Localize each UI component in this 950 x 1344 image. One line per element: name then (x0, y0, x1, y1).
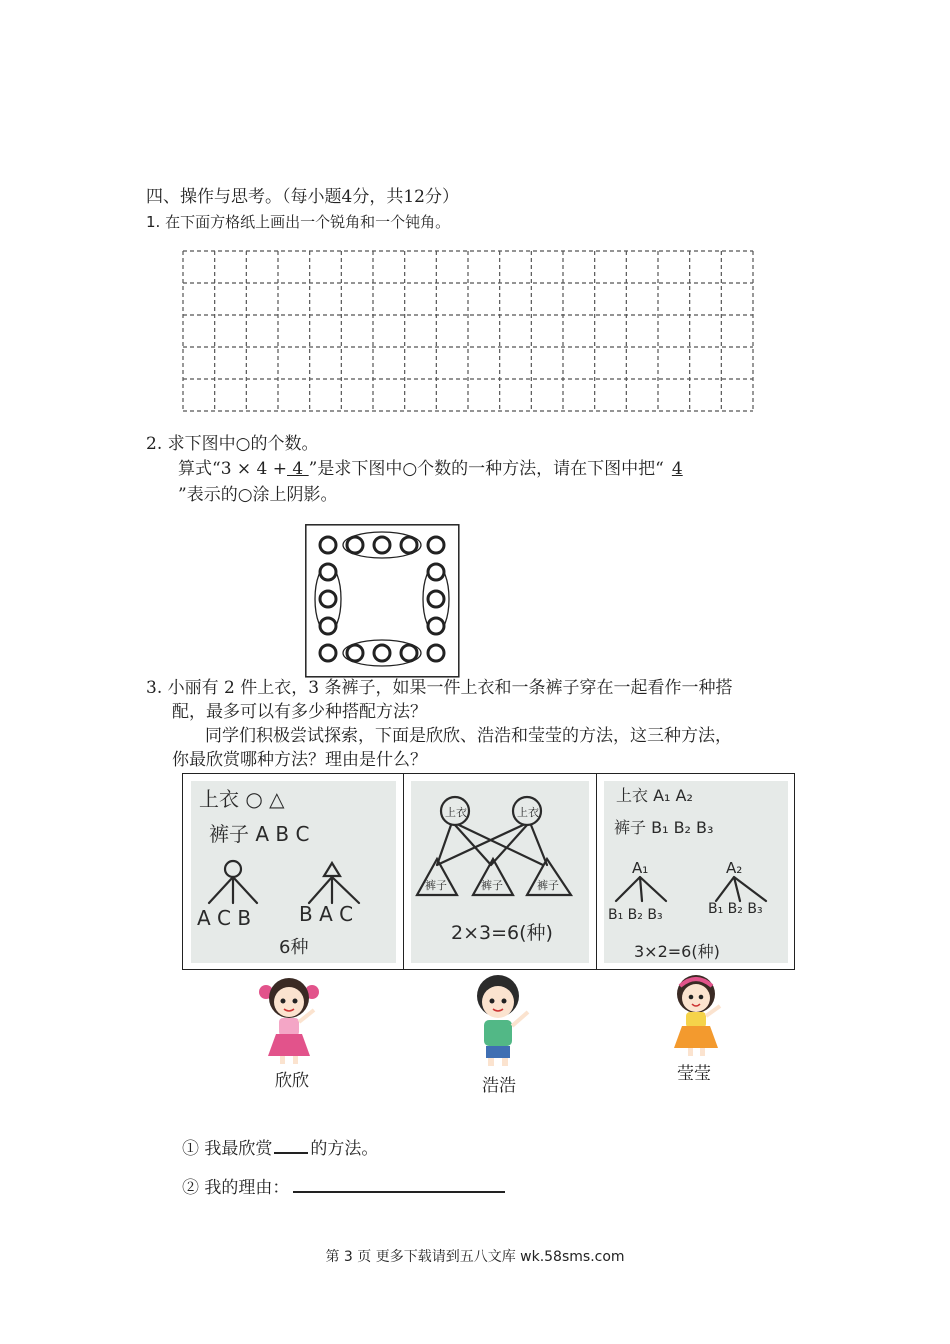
method-1-row1: 上衣 ○ △ (199, 787, 285, 811)
question-3-line2: 配，最多可以有多少种搭配方法？ (172, 702, 427, 722)
method-2-bottom-3: 裤子 (537, 879, 559, 892)
name-haohao: 浩浩 (482, 1076, 516, 1096)
circles-figure[interactable] (305, 524, 460, 678)
figure-circle[interactable] (374, 537, 390, 553)
method-2-top-right: 上衣 (517, 806, 539, 819)
figure-circle[interactable] (347, 645, 363, 661)
answer-2-blank[interactable] (293, 1177, 505, 1193)
method-2-top-left: 上衣 (445, 806, 467, 819)
name-xinxin: 欣欣 (275, 1071, 309, 1091)
figure-circle[interactable] (320, 645, 336, 661)
method-1-leaves-left: A C B (197, 906, 252, 930)
grid-paper[interactable] (182, 250, 754, 412)
answer-2-line (182, 1177, 505, 1197)
question-2-title: 2. 求下图中○的个数。 (146, 434, 319, 454)
formula-text: 算式“3 × 4 + (178, 459, 288, 479)
method-2-bottom-1: 裤子 (425, 879, 447, 892)
answer-1-line (182, 1138, 378, 1158)
question-2-line2: ”表示的○涂上阴影。 (178, 485, 338, 505)
girl-yingying-illustration (660, 970, 734, 1062)
method-3-node-right: A₂ (726, 859, 743, 877)
name-yingying: 莹莹 (677, 1064, 711, 1084)
figure-circle[interactable] (428, 564, 444, 580)
figure-circle[interactable] (320, 591, 336, 607)
method-3-row1: 上衣 A₁ A₂ (616, 786, 693, 805)
answer-2-prefix: ② 我的理由： (182, 1178, 290, 1198)
method-2-bottom-2: 裤子 (481, 879, 503, 892)
figure-circle[interactable] (428, 591, 444, 607)
figure-circle[interactable] (401, 537, 417, 553)
method-1-photo (191, 781, 396, 963)
answer-1-suffix: 的方法。 (310, 1139, 379, 1159)
figure-circle[interactable] (320, 537, 336, 553)
method-3-photo (604, 781, 788, 963)
question-3-line4: 你最欣赏哪种方法？理由是什么？ (172, 750, 427, 770)
method-2-result: 2×3=6(种) (451, 922, 553, 944)
section-title: 四、操作与思考。（每小题4分，共12分） (146, 187, 459, 207)
figure-circle[interactable] (320, 618, 336, 634)
figure-circle[interactable] (320, 564, 336, 580)
figure-circle[interactable] (401, 645, 417, 661)
answer-1-prefix: ① 我最欣赏 (182, 1139, 273, 1159)
method-2-photo (411, 781, 589, 963)
boy-haohao-illustration (460, 968, 540, 1070)
figure-circle[interactable] (428, 537, 444, 553)
figure-circle[interactable] (428, 618, 444, 634)
question-3-line1: 3. 小丽有 2 件上衣，3 条裤子，如果一件上衣和一条裤子穿在一起看作一种搭 (146, 678, 733, 698)
figure-circle[interactable] (428, 645, 444, 661)
method-3-row2: 裤子 B₁ B₂ B₃ (614, 818, 714, 837)
question-3-line3: 同学们积极尝试探索，下面是欣欣、浩浩和莹莹的方法，这三种方法， (205, 726, 732, 746)
formula-desc: ”是求下图中○个数的一种方法，请在下图中把“ (308, 459, 664, 479)
question-1-text: 1. 在下面方格纸上画出一个锐角和一个钝角。 (146, 213, 451, 231)
method-3-leaves-left: B₁ B₂ B₃ (608, 907, 663, 923)
method-3-node-left: A₁ (632, 859, 649, 877)
girl-xinxin-illustration (252, 970, 332, 1070)
method-3-result: 3×2=6(种) (634, 942, 720, 961)
question-2-line1 (178, 461, 683, 478)
formula-num-4: 4 (671, 459, 683, 479)
method-1-row2: 裤子 A B C (209, 822, 310, 846)
method-3-leaves-right: B₁ B₂ B₃ (708, 901, 763, 917)
method-1-result: 6种 (279, 937, 309, 958)
answer-1-blank[interactable] (274, 1138, 308, 1154)
page-footer: 第 3 页 更多下载请到五八文库 wk.58sms.com (325, 1249, 625, 1265)
formula-blank-4: 4 (287, 459, 309, 479)
figure-circle[interactable] (374, 645, 390, 661)
method-1-leaves-right: B A C (299, 902, 354, 926)
figure-circle[interactable] (347, 537, 363, 553)
